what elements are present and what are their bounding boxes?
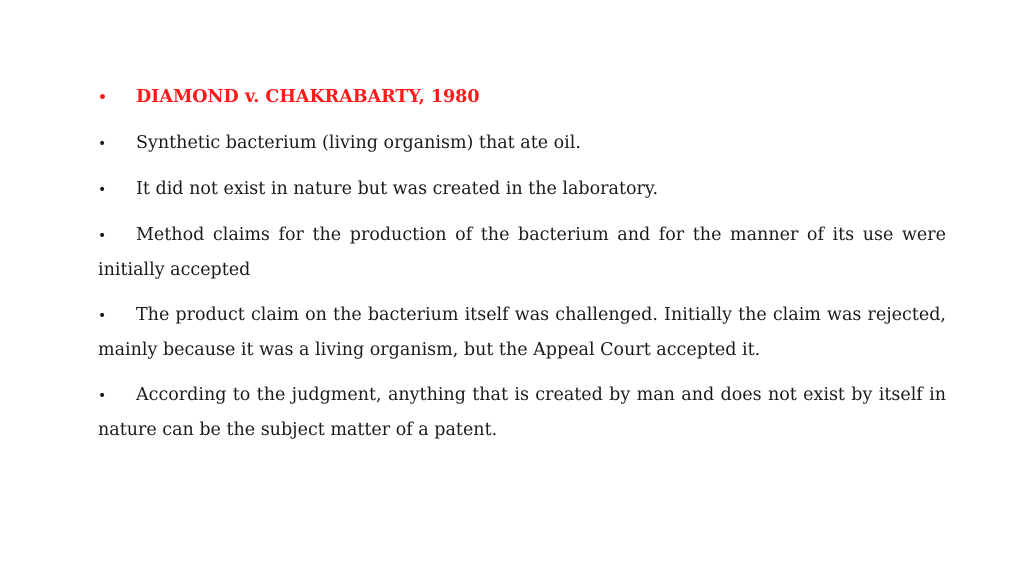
bullet-point-3	[98, 218, 946, 287]
bullet-icon: •	[98, 388, 107, 404]
bullet-icon: •	[98, 308, 107, 324]
bullet-text: Method claims for the production of the bacterium and for the manner of its use were initially accepted	[98, 225, 946, 280]
bullet-text: It did not exist in nature but was created in the laboratory.	[136, 179, 659, 199]
slide-content	[98, 80, 946, 458]
bullet-text: Synthetic bacterium (living organism) that ate oil.	[136, 133, 581, 153]
bullet-point-4	[98, 298, 946, 367]
bullet-text: According to the judgment, anything that is created by man and does not exist by itself in nature can be the subject matter of a patent.	[98, 385, 946, 440]
bullet-point-1	[98, 126, 946, 161]
slide-title-text: DIAMOND v. CHAKRABARTY, 1980	[136, 87, 480, 107]
bullet-icon: •	[98, 182, 107, 198]
bullet-point-2	[98, 172, 946, 207]
bullet-text: The product claim on the bacterium itself was challenged. Initially the claim was rejected, mainly because it was a living organism, but the Appeal Court accepted it.	[98, 305, 946, 360]
bullet-icon: •	[98, 228, 107, 244]
slide-title	[98, 80, 946, 115]
bullet-point-5	[98, 378, 946, 447]
bullet-icon: •	[98, 136, 107, 152]
bullet-icon: •	[98, 90, 107, 106]
